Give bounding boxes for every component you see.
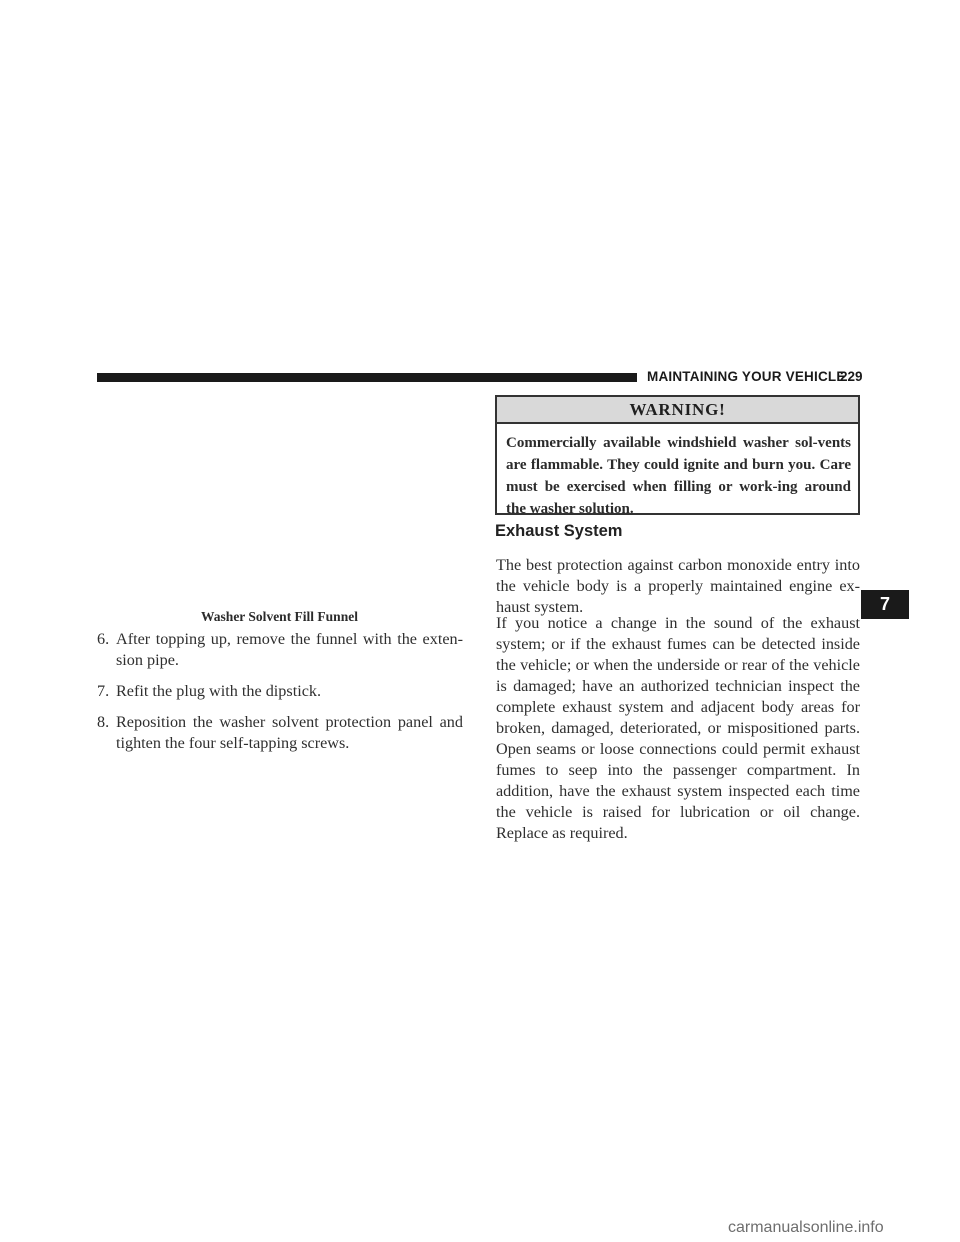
exhaust-paragraph: The best protection against carbon monoxide entry into the vehicle body is a properly maintained engine ex-haust system. xyxy=(496,556,860,616)
step-text: Refit the plug with the dipstick. xyxy=(116,682,322,700)
step-number: 6. xyxy=(97,630,110,648)
warning-box xyxy=(495,395,860,515)
exhaust-paragraph: If you notice a change in the sound of the exhaust system; or if the exhaust fumes can be detected inside the vehicle; or when the underside or rear of the vehicle is damaged; have an authorized technician inspect the complete exhaust system and adjacent body areas for broken, damaged, deteriorated, or mispositioned parts. Open seams or loose connections could permit exhaust fumes to seep into the passenger compartment. In addition, have the exhaust system inspected each time the vehicle is raised for lubrication or oil change. Replace as required. xyxy=(496,614,860,842)
step-text: Reposition the washer solvent protection panel and tighten the four self-tapping screws. xyxy=(116,713,463,752)
header-rule xyxy=(97,373,637,382)
exhaust-section-heading: Exhaust System xyxy=(495,522,623,540)
step-item xyxy=(97,681,463,702)
warning-text: Commercially available windshield washer sol-vents are flammable. They could ignite and burn you. Care must be exercised when filling or work-ing around the washer solution. xyxy=(506,435,851,517)
section-header-title: MAINTAINING YOUR VEHICLE xyxy=(647,369,846,384)
warning-title: WARNING! xyxy=(497,397,858,424)
step-item xyxy=(97,629,463,671)
page-number: 229 xyxy=(840,369,863,384)
instruction-steps xyxy=(97,629,463,764)
step-number: 7. xyxy=(97,682,110,700)
step-text: After topping up, remove the funnel with the exten-sion pipe. xyxy=(116,630,463,669)
step-number: 8. xyxy=(97,713,110,731)
site-watermark: carmanualsonline.info xyxy=(728,1219,884,1236)
chapter-tab: 7 xyxy=(861,590,909,619)
step-item xyxy=(97,712,463,754)
figure-caption: Washer Solvent Fill Funnel xyxy=(201,609,358,624)
